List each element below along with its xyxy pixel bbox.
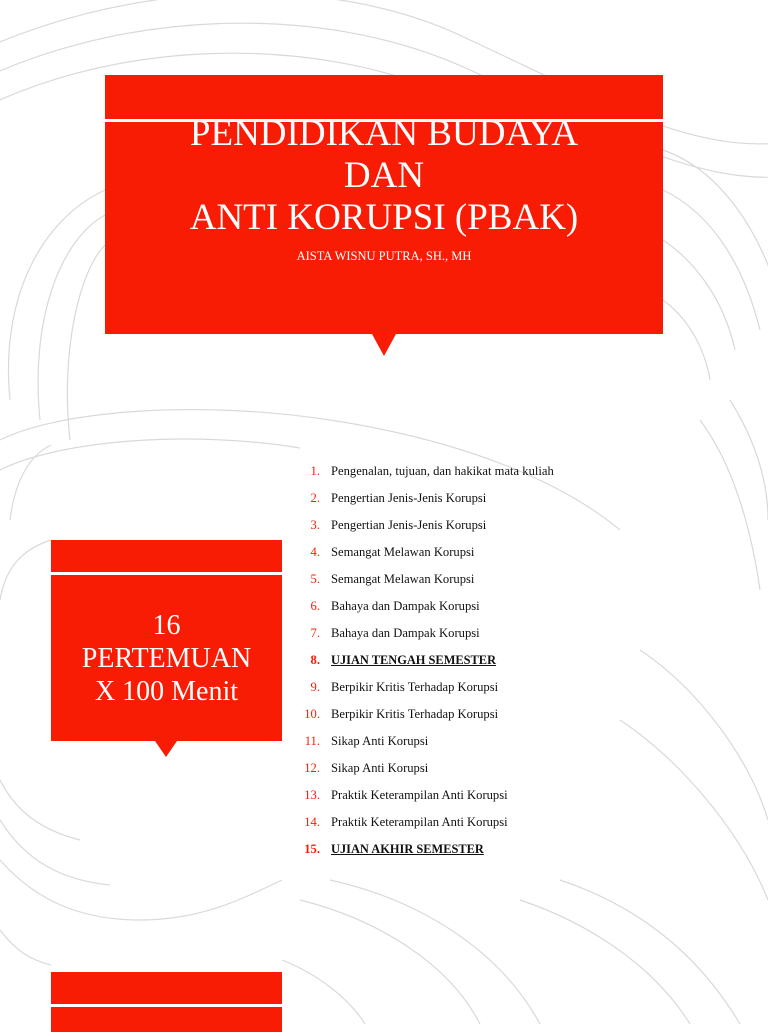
agenda-number: 14. [304,815,320,829]
agenda-item [290,809,750,836]
agenda-label: Praktik Keterampilan Anti Korupsi [331,815,508,829]
agenda-item [290,755,750,782]
agenda-item [290,674,750,701]
title-line: ANTI KORUPSI (PBAK) [189,197,579,238]
agenda-item-final-exam [290,836,750,863]
agenda-label: Sikap Anti Korupsi [331,734,429,748]
agenda-list [290,458,750,863]
agenda-item [290,728,750,755]
agenda-number: 6. [310,599,320,613]
agenda-label: Berpikir Kritis Terhadap Korupsi [331,680,499,694]
meetings-stripe [51,572,282,575]
meetings-line: 16 [152,610,181,641]
title-pointer-arrow [372,334,396,356]
agenda-item [290,539,750,566]
meetings-line: X 100 Menit [94,676,239,707]
agenda-item [290,782,750,809]
agenda-number: 15. [304,842,320,856]
agenda-item [290,620,750,647]
next-slide-box [51,972,282,1032]
agenda-item-midterm-exam [290,647,750,674]
agenda-label: Berpikir Kritis Terhadap Korupsi [331,707,499,721]
presentation-title [105,113,663,239]
agenda-item [290,593,750,620]
agenda-number: 4. [310,545,320,559]
agenda-label: UJIAN TENGAH SEMESTER [331,653,497,667]
agenda-item [290,512,750,539]
agenda-item [290,485,750,512]
agenda-number: 1. [310,464,320,478]
agenda-number: 10. [304,707,320,721]
agenda-label: UJIAN AKHIR SEMESTER [331,842,484,856]
agenda-label: Pengertian Jenis-Jenis Korupsi [331,518,487,532]
title-slide-box [105,75,663,334]
agenda-number: 9. [310,680,320,694]
agenda-label: Bahaya dan Dampak Korupsi [331,626,480,640]
title-line: PENDIDIKAN BUDAYA [189,113,579,154]
agenda-number: 11. [304,734,320,748]
title-line: DAN [343,155,425,196]
meetings-box [51,540,282,741]
author-subtitle: AISTA WISNU PUTRA, SH., MH [296,249,472,263]
agenda-label: Semangat Melawan Korupsi [331,572,475,586]
meetings-text [51,609,282,708]
agenda-number: 7. [310,626,320,640]
agenda-label: Semangat Melawan Korupsi [331,545,475,559]
agenda-number: 3. [310,518,320,532]
agenda-number: 2. [310,491,320,505]
agenda-label: Praktik Keterampilan Anti Korupsi [331,788,508,802]
agenda-item [290,566,750,593]
agenda-number: 8. [310,653,320,667]
agenda-number: 12. [304,761,320,775]
agenda-number: 13. [304,788,320,802]
meetings-pointer-arrow [155,741,177,757]
agenda-number: 5. [310,572,320,586]
agenda-label: Sikap Anti Korupsi [331,761,429,775]
next-slide-stripe [51,1004,282,1007]
agenda-item [290,701,750,728]
agenda-label: Pengertian Jenis-Jenis Korupsi [331,491,487,505]
agenda-item [290,458,750,485]
agenda-label: Bahaya dan Dampak Korupsi [331,599,480,613]
meetings-line: PERTEMUAN [81,643,252,674]
agenda-label: Pengenalan, tujuan, dan hakikat mata kuliah [331,464,554,478]
